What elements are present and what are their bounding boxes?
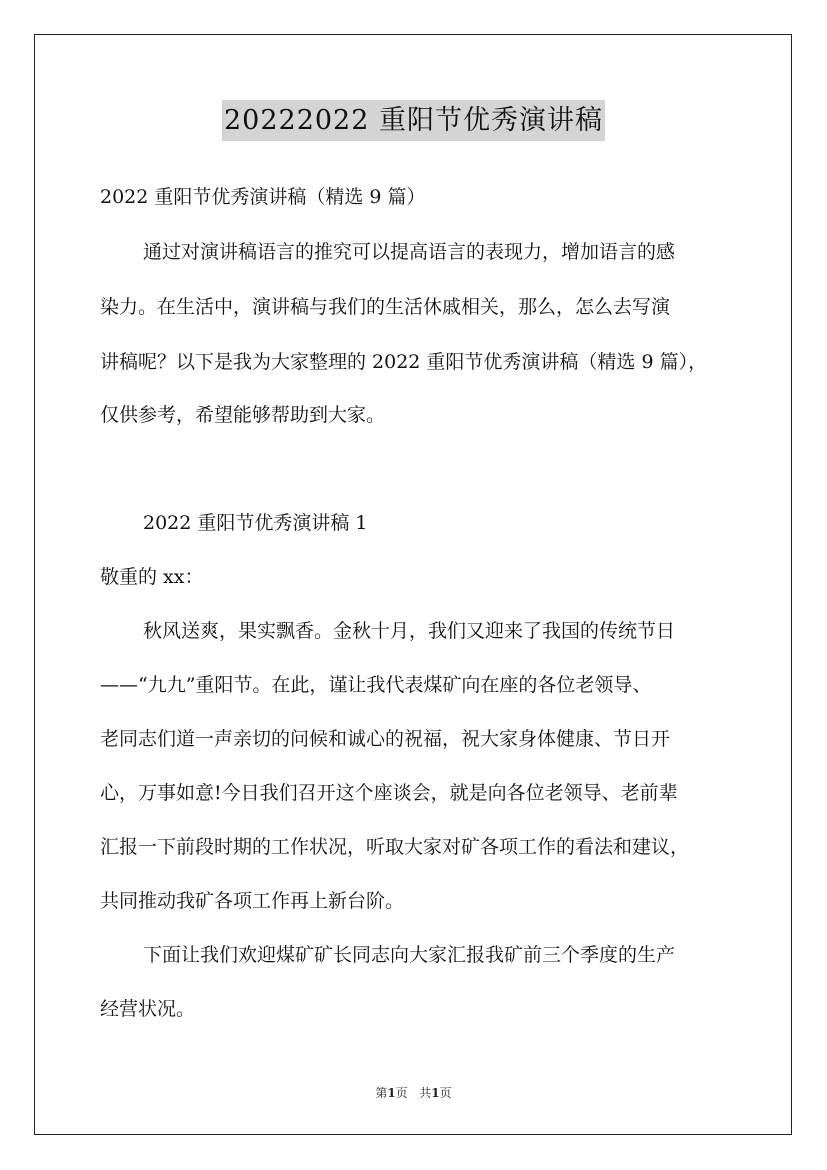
page-suffix: 页 — [395, 1086, 408, 1100]
body-line: 下面让我们欢迎煤矿矿长同志向大家汇报我矿前三个季度的生产 — [143, 944, 676, 966]
page-current: 1 — [387, 1086, 396, 1100]
page-prefix: 第 — [375, 1086, 388, 1100]
salutation: 敬重的 xx： — [100, 566, 204, 588]
document-title: 20222022 重阳节优秀演讲稿 — [222, 100, 605, 141]
body-line: 汇报一下前段时期的工作状况，听取大家对矿各项工作的看法和建议， — [100, 836, 690, 858]
intro-line: 通过对演讲稿语言的推究可以提高语言的表现力，增加语言的感 — [143, 241, 676, 263]
page-footer — [0, 1084, 827, 1101]
body-line: ——“九九”重阳节。在此，谨让我代表煤矿向在座的各位老领导、 — [100, 674, 652, 696]
body-line: 秋风送爽，果实飘香。金秋十月，我们又迎来了我国的传统节日 — [143, 620, 676, 642]
total-prefix: 共 — [419, 1086, 432, 1100]
intro-line: 讲稿呢？以下是我为大家整理的 2022 重阳节优秀演讲稿（精选 9 篇）， — [100, 351, 708, 373]
document-subtitle: 2022 重阳节优秀演讲稿（精选 9 篇） — [100, 186, 426, 208]
body-line: 老同志们道一声亲切的问候和诚心的祝福，祝大家身体健康、节日开 — [100, 728, 671, 750]
intro-line: 染力。在生活中，演讲稿与我们的生活休戚相关，那么，怎么去写演 — [100, 296, 671, 318]
title-container — [0, 100, 827, 141]
body-line: 经营状况。 — [100, 998, 196, 1020]
intro-line: 仅供参考，希望能够帮助到大家。 — [100, 404, 386, 426]
body-line: 共同推动我矿各项工作再上新台阶。 — [100, 890, 405, 912]
page-total: 1 — [431, 1086, 440, 1100]
section-heading: 2022 重阳节优秀演讲稿 1 — [143, 512, 368, 534]
total-suffix: 页 — [439, 1086, 452, 1100]
body-line: 心，万事如意!今日我们召开这个座谈会，就是向各位老领导、老前辈 — [100, 782, 678, 804]
